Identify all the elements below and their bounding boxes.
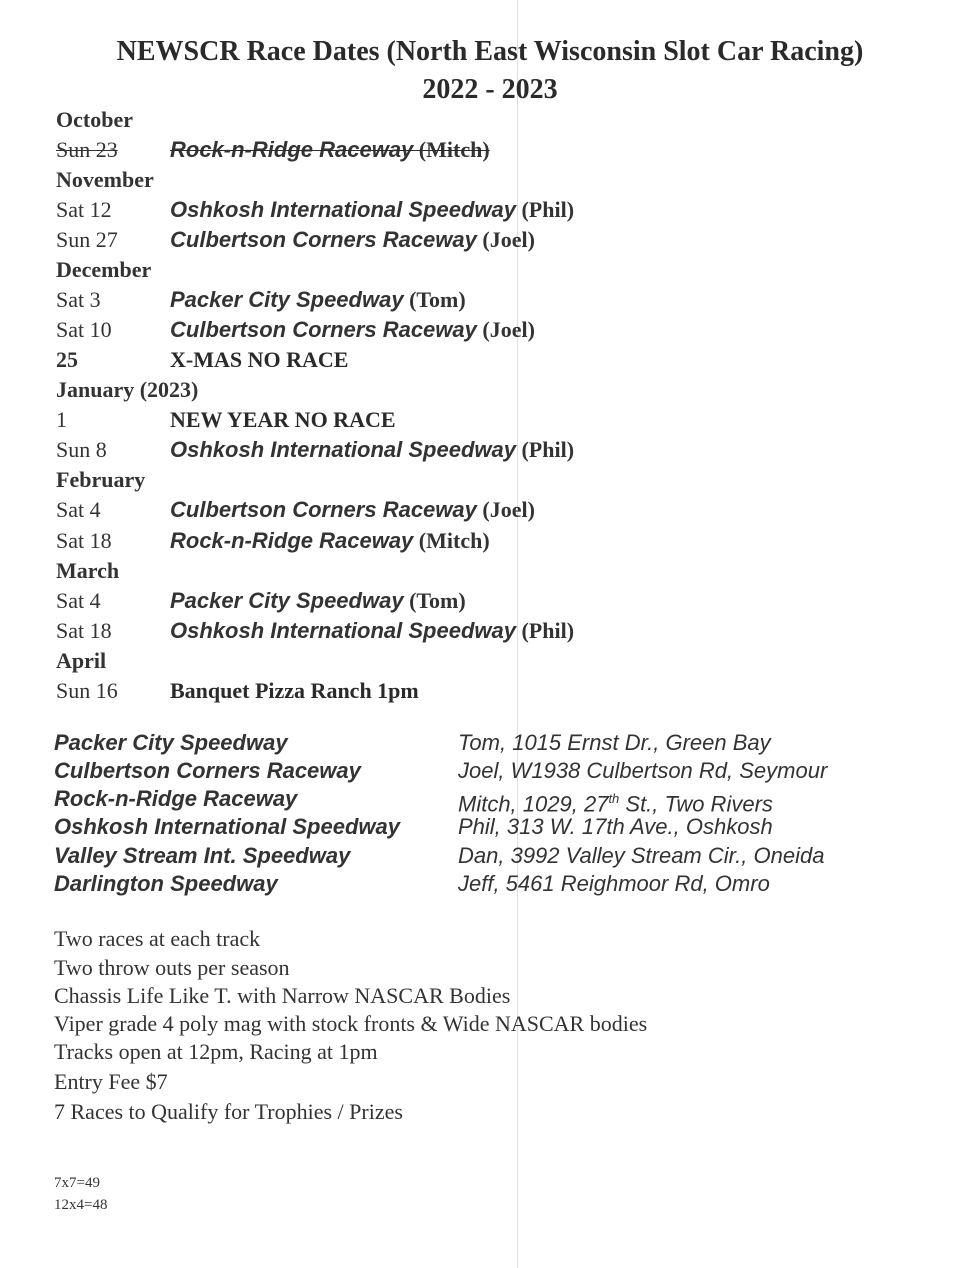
race-row: [56, 226, 936, 254]
race-date: Sat 4: [56, 497, 101, 522]
calculation-note: 7x7=49: [54, 1175, 100, 1191]
race-track: Packer City Speedway: [170, 287, 404, 312]
race-date: Sat 12: [56, 197, 112, 222]
race-host: (Mitch): [413, 528, 490, 553]
rules-note: Two throw outs per season: [54, 955, 290, 980]
race-date: Sun 16: [56, 678, 118, 703]
season-years: 2022 - 2023: [422, 74, 558, 105]
race-row: [56, 496, 936, 524]
month-february: February: [56, 467, 146, 492]
track-address: Jeff, 5461 Reighmoor Rd, Omro: [458, 871, 770, 896]
no-race-row: [56, 346, 936, 374]
race-date: Sat 18: [56, 618, 112, 643]
rules-note: Two races at each track: [54, 926, 261, 951]
race-host: (Phil): [515, 437, 575, 462]
banquet-note: Banquet Pizza Ranch 1pm: [170, 678, 419, 703]
race-track: Packer City Speedway: [170, 588, 404, 613]
race-date: Sun 23: [56, 137, 118, 162]
month-december: December: [56, 257, 152, 282]
race-date: Sat 10: [56, 317, 112, 342]
ordinal-suffix: th: [608, 791, 620, 806]
race-host: (Tom): [403, 287, 466, 312]
month-march: March: [56, 558, 120, 583]
race-host: (Joel): [476, 317, 535, 342]
month-april: April: [56, 648, 107, 673]
track-name: Packer City Speedway: [54, 730, 288, 755]
track-directory-row: [54, 785, 934, 817]
race-row: [56, 286, 936, 314]
track-directory-row: [54, 813, 934, 841]
race-row: [56, 136, 936, 164]
rules-note: Entry Fee $7: [54, 1069, 168, 1094]
page-title: NEWSCR Race Dates (North East Wisconsin Slot Car Racing): [116, 36, 864, 67]
race-row: [56, 316, 936, 344]
race-track: Oshkosh International Speedway: [170, 197, 516, 222]
month-january: January (2023): [56, 377, 199, 402]
race-track: Oshkosh International Speedway: [170, 437, 516, 462]
race-date: Sat 18: [56, 528, 112, 553]
banquet-row: [56, 677, 936, 705]
race-date: Sun 8: [56, 437, 107, 462]
race-date: Sat 3: [56, 287, 101, 312]
track-address: Phil, 313 W. 17th Ave., Oshkosh: [458, 814, 773, 839]
race-row: [56, 527, 936, 555]
race-host: (Joel): [476, 497, 535, 522]
track-address-part: St., Two Rivers: [619, 791, 773, 817]
race-host: (Phil): [515, 197, 575, 222]
race-track: Rock-n-Ridge Raceway: [170, 528, 414, 553]
track-directory-row: [54, 757, 934, 785]
track-address: Joel, W1938 Culbertson Rd, Seymour: [458, 758, 828, 783]
no-race-note: NEW YEAR NO RACE: [170, 407, 396, 432]
race-row: [56, 587, 936, 615]
rules-note: Viper grade 4 poly mag with stock fronts & Wide NASCAR bodies: [54, 1011, 648, 1036]
race-date: Sat 4: [56, 588, 101, 613]
race-track: Oshkosh International Speedway: [170, 618, 516, 643]
track-directory-row: [54, 842, 934, 870]
month-november: November: [56, 167, 154, 192]
race-row: [56, 436, 936, 464]
race-track: Culbertson Corners Raceway: [170, 227, 477, 252]
race-host: (Phil): [515, 618, 575, 643]
race-host: (Mitch): [413, 137, 490, 162]
track-address: Tom, 1015 Ernst Dr., Green Bay: [458, 730, 771, 755]
race-track: Culbertson Corners Raceway: [170, 317, 477, 342]
track-name: Valley Stream Int. Speedway: [54, 843, 351, 868]
track-name: Darlington Speedway: [54, 871, 278, 896]
track-directory-row: [54, 870, 934, 898]
track-name: Rock-n-Ridge Raceway: [54, 786, 298, 811]
rules-note: Chassis Life Like T. with Narrow NASCAR Bodies: [54, 983, 511, 1008]
rules-note: Tracks open at 12pm, Racing at 1pm: [54, 1039, 378, 1064]
race-date: 1: [56, 407, 67, 432]
no-race-row: [56, 406, 936, 434]
race-track: Culbertson Corners Raceway: [170, 497, 477, 522]
race-row: [56, 196, 936, 224]
track-name: Oshkosh International Speedway: [54, 814, 400, 839]
track-directory-row: [54, 729, 934, 757]
race-row: [56, 617, 936, 645]
month-october: October: [56, 107, 133, 132]
race-host: (Tom): [403, 588, 466, 613]
track-address-part: Mitch, 1029, 27: [458, 791, 609, 817]
track-name: Culbertson Corners Raceway: [54, 758, 361, 783]
calculation-note: 12x4=48: [54, 1197, 108, 1213]
race-track: Rock-n-Ridge Raceway: [170, 137, 414, 162]
track-address: Dan, 3992 Valley Stream Cir., Oneida: [458, 843, 825, 868]
race-date: Sun 27: [56, 227, 118, 252]
race-date: 25: [56, 347, 78, 372]
rules-note: 7 Races to Qualify for Trophies / Prizes: [54, 1099, 403, 1124]
no-race-note: X-MAS NO RACE: [170, 347, 349, 372]
race-host: (Joel): [476, 227, 535, 252]
